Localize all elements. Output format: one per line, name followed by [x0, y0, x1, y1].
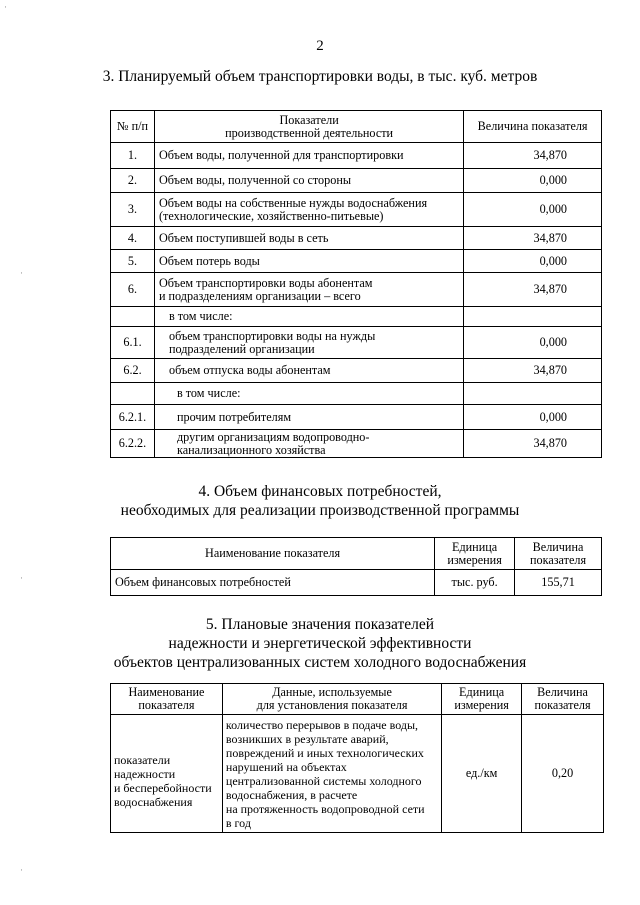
table-header-row: [111, 684, 604, 715]
section5-title: 5. Плановые значения показателей надежности и энергетической эффективности объектов централизованных систем холодного водоснабжения: [113, 616, 527, 671]
table-row: 5. Объем потерь воды 0,000: [111, 250, 602, 273]
financial-needs-table: [110, 537, 602, 596]
scan-mark: ·: [20, 573, 23, 583]
table-row: в том числе:: [111, 307, 602, 327]
water-transport-table: [110, 110, 602, 458]
scan-mark: ·: [4, 2, 7, 12]
indicator-name: показатели надежности и бесперебойности водоснабжения: [111, 715, 223, 833]
table-row: 2. Объем воды, полученной со стороны 0,000: [111, 169, 602, 193]
table-header-row: [111, 538, 602, 570]
header-name: Наименование показателя: [111, 538, 435, 570]
header-data: Данные, используемые для установления показателя: [222, 684, 441, 715]
section3-title: 3. Планируемый объем транспортировки воды, в тыс. куб. метров: [102, 68, 538, 85]
header-unit: Единица измерения: [442, 684, 522, 715]
table-row: 1. Объем воды, полученной для транспортировки 34,870: [111, 143, 602, 169]
table-row: в том числе:: [111, 383, 602, 405]
page-number: 2: [316, 38, 324, 54]
section4-title: 4. Объем финансовых потребностей, необходимых для реализации производственной программы: [120, 483, 520, 519]
header-unit: Единица измерения: [435, 538, 515, 570]
table-row: 6.1. объем транспортировки воды на нужды подразделений организации 0,000: [111, 327, 602, 359]
table-row: 6.2.1. прочим потребителям 0,000: [111, 405, 602, 430]
header-indicator: Показатели производственной деятельности: [154, 111, 463, 143]
table-row: 6.2.2. другим организациям водопроводно- канализационного хозяйства 34,870: [111, 430, 602, 458]
scan-mark: ·: [20, 865, 23, 875]
header-value: Величина показателя: [464, 111, 602, 143]
scan-mark: ·: [20, 268, 23, 278]
indicator-value: 0,20: [522, 715, 604, 833]
table-row: [111, 715, 604, 833]
table-row: Объем финансовых потребностей тыс. руб. 155,71: [111, 570, 602, 596]
header-value: Величина показателя: [522, 684, 604, 715]
table-header-row: [111, 111, 602, 143]
reliability-table: [110, 683, 604, 833]
table-row: 3. Объем воды на собственные нужды водоснабжения (технологические, хозяйственно-питьевые) 0,000: [111, 193, 602, 227]
table-row: 4. Объем поступившей воды в сеть 34,870: [111, 227, 602, 250]
indicator-unit: ед./км: [442, 715, 522, 833]
header-value: Величина показателя: [515, 538, 602, 570]
header-num: № п/п: [111, 111, 155, 143]
header-name: Наименование показателя: [111, 684, 223, 715]
table-row: 6. Объем транспортировки воды абонентам и подразделениям организации – всего 34,870: [111, 273, 602, 307]
table-row: 6.2. объем отпуска воды абонентам 34,870: [111, 359, 602, 383]
indicator-data: количество перерывов в подаче воды, возникших в результате аварий, повреждений и иных технологических нарушений на объектах централизованной системы холодного водоснабжения, в расчете на протяженность водопроводной сети в год: [222, 715, 441, 833]
